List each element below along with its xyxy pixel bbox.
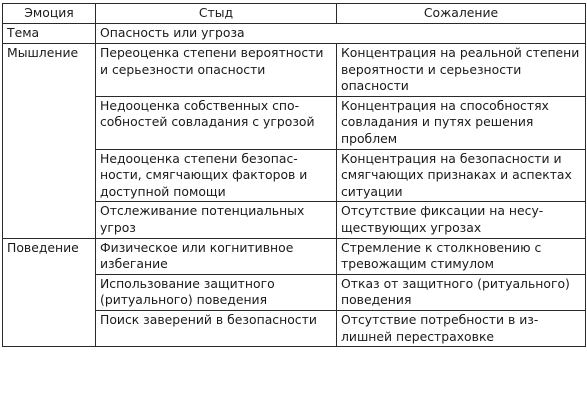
behavior-regret-cell: Стремление к столкновению с тревожащим стимулом [337,238,586,274]
thinking-regret-cell: Концентрация на способностях совладания и путях решения проблем [337,96,586,149]
thinking-regret-cell: Концентрация на безопасности и смягчающих признаках и аспектах ситуации [337,149,586,202]
thinking-regret-cell: Концентрация на реальной степени вероятности и серьезности опасности [337,44,586,97]
behavior-regret-cell: Отказ от защитного (ритуального) поведения [337,274,586,310]
thinking-regret-cell: Отсутствие фиксации на несуществующих угрозах [337,202,586,238]
table-row [3,238,586,274]
row-label-behavior: Поведение [3,238,96,347]
row-label-topic: Тема [3,24,96,44]
behavior-shame-cell: Использование защитного (ритуального) поведения [96,274,337,310]
header-regret: Сожаление [337,4,586,24]
header-shame: Стыд [96,4,337,24]
behavior-regret-cell: Отсутствие потребности в излишней перестраховке [337,310,586,346]
emotion-comparison-table [2,3,586,347]
header-emotion: Эмоция [3,4,96,24]
thinking-shame-cell: Отслеживание потенциальных угроз [96,202,337,238]
behavior-shame-cell: Физическое или когнитивное избегание [96,238,337,274]
table-row [3,44,586,97]
thinking-shame-cell: Недооценка степени безопасности, смягчающих факторов и доступной помощи [96,149,337,202]
behavior-shame-cell: Поиск заверений в безопасности [96,310,337,346]
table-row-topic [3,24,586,44]
row-label-thinking: Мышление [3,44,96,239]
thinking-shame-cell: Переоценка степени вероятности и серьезности опасности [96,44,337,97]
thinking-shame-cell: Недооценка собственных способностей совладания с угрозой [96,96,337,149]
table-header-row [3,4,586,24]
topic-value: Опасность или угроза [96,24,586,44]
